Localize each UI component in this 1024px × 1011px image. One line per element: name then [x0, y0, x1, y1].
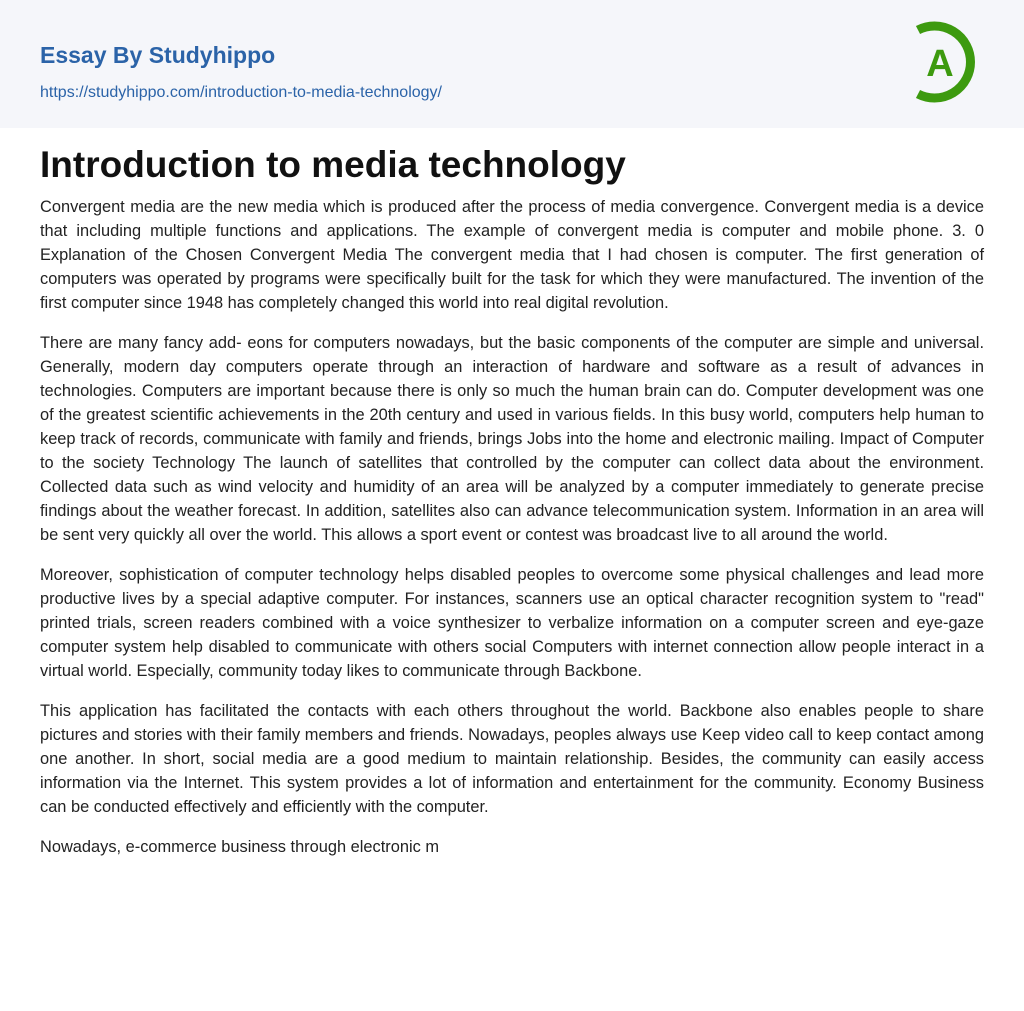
essay-url-link[interactable]: https://studyhippo.com/introduction-to-media-technology/	[40, 84, 442, 101]
site-header	[0, 0, 1024, 128]
paragraph: There are many fancy add- eons for computers nowadays, but the basic components of the computer are simple and universal. Generally, modern day computers operate through an interaction of hardware and software as a result of advances in technologies. Computers are important because there is only so much the human brain can do. Computer development was one of the greatest scientific achievements in the 20th century and used in various fields. In this busy world, computers help human to keep track of records, communicate with family and friends, brings Jobs into the home and electronic mailing. Impact of Computer to the society Technology The launch of satellites that controlled by the computer can collect data about the environment. Collected data such as wind velocity and humidity of an area will be analyzed by a computer immediately to generate precise findings about the weather forecast. In addition, satellites also can advance telecommunication system. Information in an area will be sent very quickly all over the world. This allows a sport event or contest was broadcast live to all around the world.	[40, 334, 984, 544]
paragraph: Moreover, sophistication of computer technology helps disabled peoples to overcome some physical challenges and lead more productive lives by a special adaptive computer. For instances, scanners use an optical character recognition system to "read" printed trials, screen readers combined with a voice synthesizer to verbalize information on a computer screen and eye-gaze computer system help disabled to communicate with others social Computers with internet connection allow people interact in a virtual world. Especially, community today likes to communicate through Backbone.	[40, 566, 984, 680]
paragraph: Convergent media are the new media which is produced after the process of media convergence. Convergent media is a device that including multiple functions and applications. The example of convergent media is computer and mobile phone. 3. 0 Explanation of the Chosen Convergent Media The convergent media that I had chosen is computer. The first generation of computers was operated by programs were specifically built for the task for which they were manufactured. The invention of the first computer since 1948 has completely changed this world into real digital revolution.	[40, 198, 984, 312]
paragraph: This application has facilitated the contacts with each others throughout the world. Backbone also enables people to share pictures and stories with their family members and friends. Nowadays, peoples always use Keep video call to keep contact among one another. In short, social media are a good medium to maintain relationship. Besides, the community can easily access information via the Internet. This system provides a lot of information and entertainment for the community. Economy Business can be conducted effectively and efficiently with the computer.	[40, 702, 984, 816]
logo-letter: A	[926, 43, 954, 85]
studyhippo-logo-icon	[912, 18, 988, 106]
paragraph: Nowadays, e-commerce business through electronic m	[40, 838, 440, 856]
brand-title: Essay By Studyhippo	[40, 42, 276, 68]
page-title: Introduction to media technology	[40, 144, 626, 185]
essay-body	[40, 195, 984, 875]
